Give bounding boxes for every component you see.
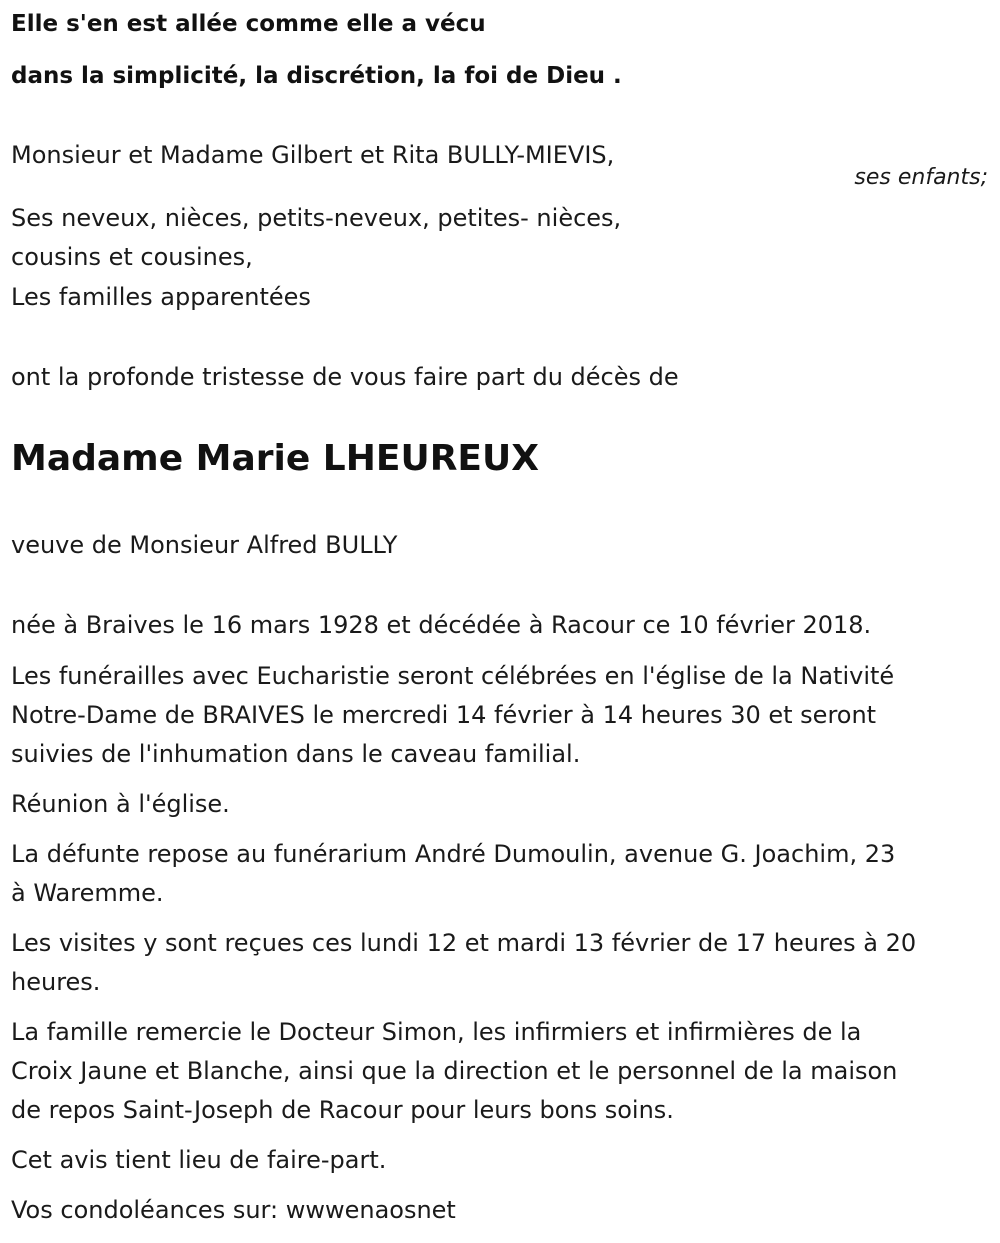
thanks-line-1: La famille remercie le Docteur Simon, les infirmiers et infirmières de la (11, 1018, 862, 1046)
spouse-line: veuve de Monsieur Alfred BULLY (11, 531, 398, 559)
children-names: Monsieur et Madame Gilbert et Rita BULLY-MIEVIS, (11, 141, 615, 169)
children-label: ses enfants; (854, 165, 988, 190)
visits-line-1: Les visites y sont reçues ces lundi 12 et mardi 13 février de 17 heures à 20 (11, 929, 917, 957)
relatives-line-1: Ses neveux, nièces, petits-neveux, petites- nièces, (11, 204, 622, 232)
notice-line: Cet avis tient lieu de faire-part. (11, 1146, 387, 1174)
birth-death-line: née à Braives le 16 mars 1928 et décédée à Racour ce 10 février 2018. (11, 611, 872, 639)
deceased-name: Madame Marie LHEUREUX (11, 438, 539, 479)
condolences-line: Vos condoléances sur: wwwenaosnet (11, 1196, 456, 1224)
funeral-line-3: suivies de l'inhumation dans le caveau familial. (11, 740, 581, 768)
visits-line-2: heures. (11, 968, 101, 996)
relatives-line-2: cousins et cousines, (11, 243, 253, 271)
epigraph-line-2: dans la simplicité, la discrétion, la foi de Dieu . (11, 63, 622, 89)
epigraph-line-1: Elle s'en est allée comme elle a vécu (11, 11, 486, 37)
thanks-line-2: Croix Jaune et Blanche, ainsi que la direction et le personnel de la maison (11, 1057, 898, 1085)
rest-line-1: La défunte repose au funérarium André Dumoulin, avenue G. Joachim, 23 (11, 840, 896, 868)
thanks-line-3: de repos Saint-Joseph de Racour pour leurs bons soins. (11, 1096, 674, 1124)
announcement: ont la profonde tristesse de vous faire part du décès de (11, 363, 679, 391)
meeting-line: Réunion à l'église. (11, 790, 230, 818)
funeral-line-1: Les funérailles avec Eucharistie seront célébrées en l'église de la Nativité (11, 662, 895, 690)
funeral-line-2: Notre-Dame de BRAIVES le mercredi 14 février à 14 heures 30 et seront (11, 701, 877, 729)
rest-line-2: à Waremme. (11, 879, 164, 907)
relatives-line-3: Les familles apparentées (11, 283, 311, 311)
